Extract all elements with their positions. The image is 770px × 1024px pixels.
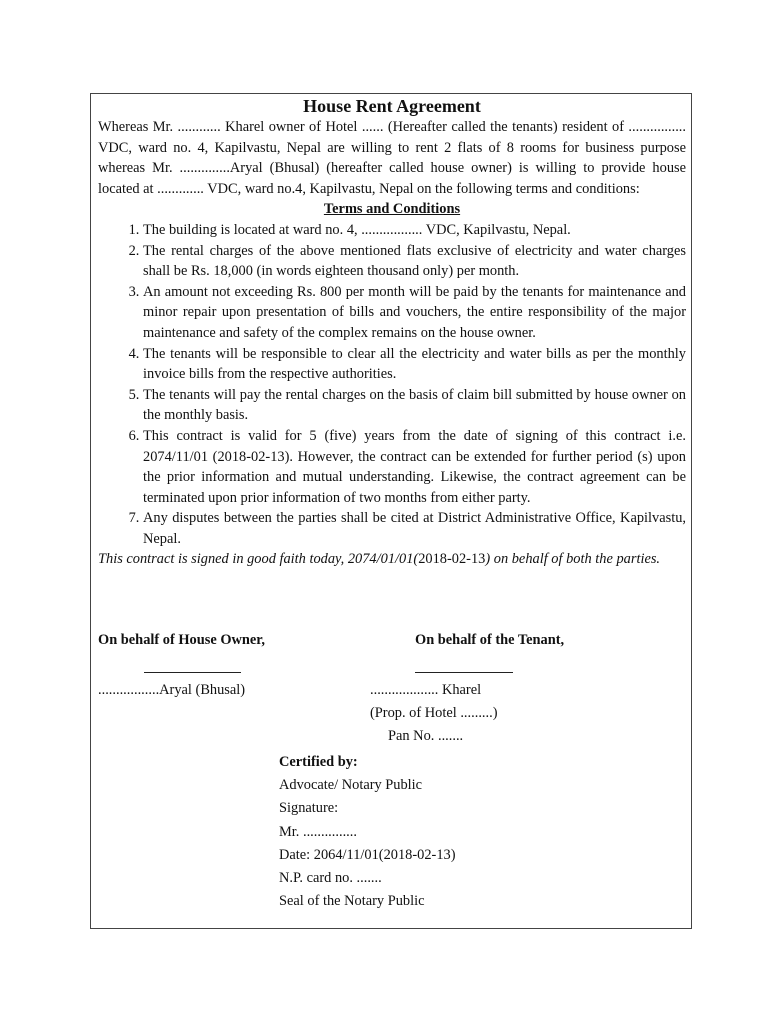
notary-date: Date: 2064/11/01(2018-02-13) (279, 846, 456, 863)
closing-statement (98, 549, 686, 570)
document-title: House Rent Agreement (303, 96, 481, 116)
closing-date: 2018-02-13 (418, 551, 486, 568)
term-item: 6. This contract is valid for 5 (five) years from the date of signing of this contract i.e. 2074/11/01 (2018-02-13). However, the contract can be extended for further period (s) upon the prior information and mutual understanding. Likewise, the contract agreement can be terminated upon prior information of two months from either party. (143, 426, 686, 508)
owner-heading: On behalf of House Owner, (98, 632, 265, 648)
term-item: 5. The tenants will pay the rental charges on the basis of claim bill submitted by house owner on the monthly basis. (143, 385, 686, 426)
notary-certification (279, 751, 456, 913)
owner-signature-line (144, 672, 241, 673)
term-item: 4. The tenants will be responsible to clear all the electricity and water bills as per the monthly invoice bills from the respective authorities. (143, 344, 686, 385)
term-item: 1. The building is located at ward no. 4, ................. VDC, Kapilvastu, Nepal. (143, 220, 686, 241)
term-item: 3. An amount not exceeding Rs. 800 per month will be paid by the tenants for maintenance and minor repair upon presentation of bills and vouchers, the entire responsibility of the major maintenance and safety of the complex remains on the house owner. (143, 282, 686, 344)
notary-name: Mr. ............... (279, 823, 357, 840)
notary-card-number: N.P. card no. ....... (279, 870, 382, 887)
notary-signature: Signature: (279, 800, 339, 817)
terms-heading: Terms and Conditions (323, 201, 461, 218)
signature-section (98, 632, 686, 932)
certified-by-label: Certified by: (279, 754, 358, 770)
intro-paragraph: Whereas Mr. ............ Kharel owner of Hotel ...... (Hereafter called the tenants) resident of ................ VDC, ward no. 4, Kapilvastu, Nepal are willing to rent 2 flats of 8 rooms for business purpose whereas Mr. ..............Aryal (Bhusal) (hereafter called house owner) is willing to provide house located at ............. VDC, ward no.4, Kapilvastu, Nepal on the following terms and conditions: (98, 119, 686, 197)
tenant-heading: On behalf of the Tenant, (415, 632, 565, 648)
term-item: 7. Any disputes between the parties shall be cited at District Administrative Office, Kapilvastu, Nepal. (143, 508, 686, 549)
term-item: 2. The rental charges of the above mentioned flats exclusive of electricity and water charges shall be Rs. 18,000 (in words eighteen thousand only) per month. (143, 241, 686, 282)
tenant-signature-line (415, 672, 513, 673)
owner-name: .................Aryal (Bhusal) (98, 682, 246, 698)
tenant-proprietor: (Prop. of Hotel .........) (370, 705, 498, 721)
agreement-body (98, 94, 686, 570)
closing-text-start: This contract is signed in good faith today, 2074/01/01( (98, 551, 419, 568)
terms-list (98, 220, 686, 550)
notary-seal: Seal of the Notary Public (279, 893, 425, 910)
tenant-name: ................... Kharel (370, 682, 482, 698)
tenant-pan-number: Pan No. ....... (388, 728, 464, 744)
notary-role: Advocate/ Notary Public (279, 777, 423, 794)
closing-text-end: ) on behalf of both the parties. (485, 551, 661, 568)
